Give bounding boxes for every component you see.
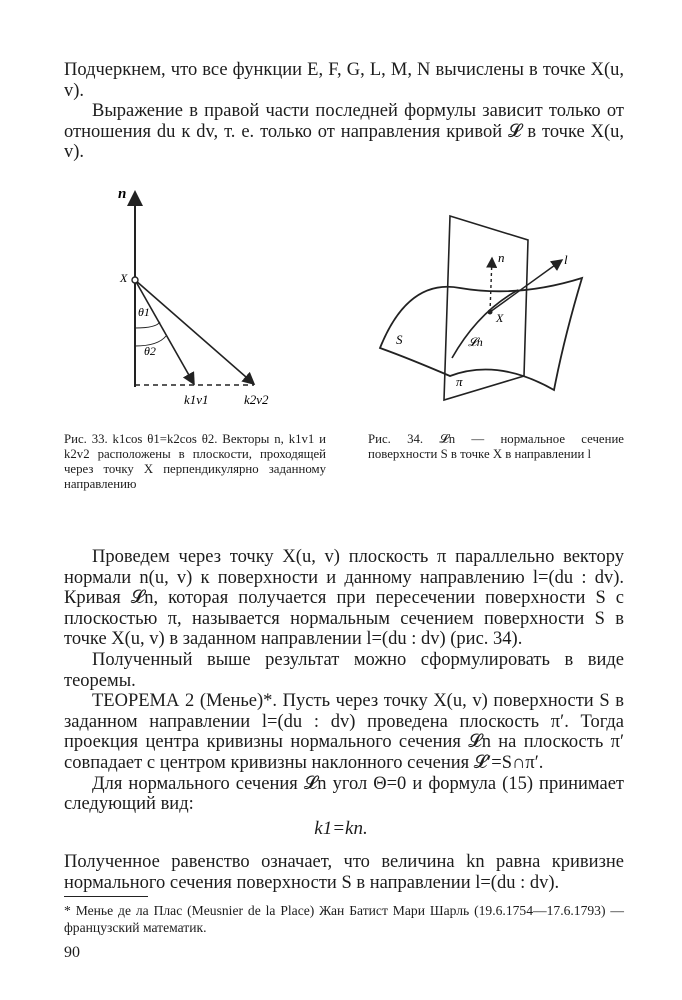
label-n: n <box>118 186 127 202</box>
figure-33-caption: Рис. 33. k1cos θ1=k2cos θ2. Векторы n, k1v1 и k2v2 расположены в плоскости, проходящей через точку X перпендикулярно заданному направлению <box>64 432 326 491</box>
label-k1v1: k1v1 <box>184 392 209 407</box>
paragraph-6: Полученное равенство означает, что величина kn равна кривизне нормального сечения поверхности S в направлении l=(du : dv). <box>64 852 624 893</box>
label-theta1: θ1 <box>138 305 150 319</box>
label-x: X <box>120 271 128 285</box>
formula-k1-kn: k1=kn. <box>314 818 368 839</box>
vector-k2v2 <box>135 280 254 384</box>
conclusion-text <box>64 852 624 893</box>
page-number: 90 <box>64 944 80 961</box>
main-text <box>64 547 624 815</box>
paragraph-3: Проведем через точку X(u, v) плоскость π параллельно вектору нормали n(u, v) к поверхности и данному направлению l=(du : dv). Кривая 𝓛n, которая получается при пересечении поверхности S с плоскостью π, называется нормальным сечением поверхности S в точке X(u, v) в заданном направлении l=(du : dv) (рис. 34). <box>64 547 624 650</box>
plane-pi <box>444 216 528 400</box>
label-n: n <box>498 250 505 265</box>
footnote-divider <box>64 896 148 897</box>
point-x <box>488 310 493 315</box>
label-l: l <box>564 252 568 267</box>
normal-vector-n <box>490 258 492 312</box>
label-s: S <box>396 332 403 347</box>
paragraph-4: Полученный выше результат можно сформулировать в виде теоремы. <box>64 649 624 691</box>
paragraph-1: Подчеркнем, что все функции E, F, G, L, M, N вычислены в точке X(u, v). <box>64 60 624 101</box>
figure-34-caption: Рис. 34. 𝓛n — нормальное сечение поверхности S в точке X в направлении l <box>368 432 624 461</box>
vector-k1v1 <box>135 280 194 384</box>
theorem-2: ТЕОРЕМА 2 (Менье)*. Пусть через точку X(u, v) поверхности S в заданном направлении l=(du : dv) проведена плоскость π′. Тогда проекция центра кривизны нормального сечения 𝓛n на плоскость π′ совпадает с центром кривизны наклонного сечения 𝓛′=S∩π′. <box>64 691 624 773</box>
top-text <box>64 60 624 163</box>
label-x: X <box>496 311 504 325</box>
label-pi: π <box>456 374 463 389</box>
arc-theta1 <box>135 322 160 328</box>
surface-s <box>380 278 582 390</box>
figure-34 <box>368 208 594 404</box>
paragraph-2: Выражение в правой части последней формулы зависит только от отношения du к dv, т. е. только от направления кривой 𝓛 в точке X(u, v). <box>64 101 624 163</box>
paragraph-5: Для нормального сечения 𝓛n угол Θ=0 и формула (15) принимает следующий вид: <box>64 773 624 815</box>
curve-ln <box>452 290 518 358</box>
label-theta2: θ2 <box>144 344 156 358</box>
label-k2v2: k2v2 <box>244 392 269 407</box>
point-x <box>132 277 138 283</box>
footnote: * Менье де ла Плас (Meusnier de la Place) Жан Батист Мари Шарль (19.6.1754—17.6.1793) — французский математик. <box>64 903 624 935</box>
figure-33 <box>108 178 278 416</box>
label-ln: 𝓛n <box>468 335 483 349</box>
